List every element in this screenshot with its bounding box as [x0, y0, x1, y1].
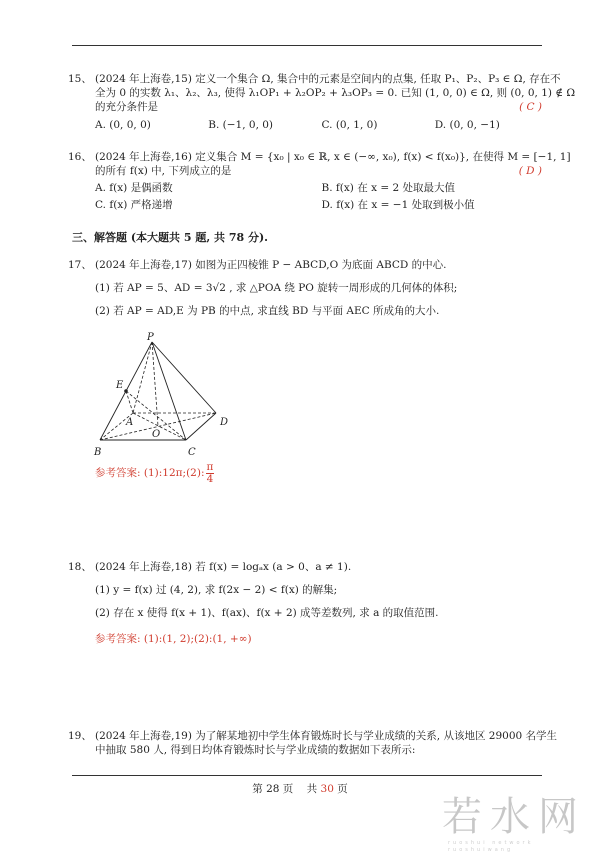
reference-answer-17 [95, 462, 214, 485]
label-d: D [220, 417, 229, 428]
sub-question-1: (1) 若 AP = 5、AD = 3√2 , 求 △POA 绕 PO 旋转一周形成的几何体的体积; [95, 282, 458, 295]
question-text: (2024 年上海卷,17) 如图为正四棱锥 P − ABCD,O 为底面 ABCD 的中心. [95, 259, 447, 271]
question-text: (2024 年上海卷,15) 定义一个集合 Ω, 集合中的元素是空间内的点集, 任取 P₁、P₂、P₃ ∈ Ω, 存在不 [95, 73, 561, 85]
question-18 [68, 560, 548, 646]
top-rule [72, 45, 542, 46]
edge-pa [133, 342, 152, 413]
label-p: P [147, 332, 154, 343]
bottom-rule [72, 775, 542, 776]
page-total: 30 [320, 783, 334, 795]
fraction-denominator: 4 [206, 473, 214, 486]
option-c: C. (0, 1, 0) [321, 118, 378, 131]
question-number: 17、 [68, 259, 92, 271]
watermark-subtext: ruoshui network ruoshuiwang [448, 840, 534, 853]
label-a: A [126, 417, 134, 428]
question-17 [68, 258, 548, 319]
sub-question-1: (1) y = f(x) 过 (4, 2), 求 f(2x − 2) < f(x) 的解集; [95, 584, 338, 597]
point-e-dot [124, 389, 128, 393]
option-d: D. (0, 0, −1) [434, 118, 500, 131]
fraction [206, 462, 215, 485]
question-text: 全为 0 的实数 λ₁、λ₂、λ₃, 使得 λ₁OP₁ + λ₂OP₂ + λ₃OP₃ = 0. 已知 (1, 0, 0) ∈ Ω, 则 (0, 0, 1) ∉ Ω [95, 87, 576, 100]
edge-cd [186, 413, 216, 440]
reference-answer-18: 参考答案: (1):(1, 2);(2):(1, +∞) [95, 632, 252, 645]
fraction-numerator: π [206, 461, 214, 473]
question-19 [68, 729, 558, 757]
options-row [95, 181, 548, 195]
options-row [95, 198, 548, 212]
question-number: 15、 [68, 73, 92, 85]
option-c: C. f(x) 严格递增 [95, 198, 173, 211]
question-16 [68, 150, 571, 212]
edge-pd [152, 342, 216, 413]
label-o: O [152, 429, 161, 440]
options-row [95, 118, 548, 132]
option-a: A. (0, 0, 0) [95, 118, 151, 131]
question-number: 19、 [68, 730, 92, 742]
label-c: C [188, 447, 196, 458]
question-text: 中抽取 580 人, 得到日均体育锻炼时长与学业成绩的数据如下表所示: [95, 744, 416, 757]
page-number: 第 28 页 [252, 783, 294, 795]
sub-question-2: (2) 存在 x 使得 f(x + 1)、f(ax)、f(x + 2) 成等差数列, 求 a 的取值范围. [95, 607, 439, 620]
segment-ea [126, 391, 133, 413]
question-text: 的充分条件是 [95, 101, 158, 114]
watermark-logo: 若水网 [442, 794, 586, 840]
answer-mark: ( C ) [519, 101, 542, 114]
reference-answer-text: 参考答案: (1):12π;(2): [95, 467, 205, 480]
label-b: B [94, 447, 102, 458]
question-text: 的所有 f(x) 中, 下列成立的是 [95, 165, 232, 178]
option-b: B. (−1, 0, 0) [208, 118, 274, 131]
page-total-suffix: 页 [333, 783, 348, 795]
page-total-prefix: 共 [306, 783, 321, 795]
sub-question-2: (2) 若 AP = AD,E 为 PB 的中点, 求直线 BD 与平面 AEC 所成角的大小. [95, 305, 440, 318]
question-text: (2024 年上海卷,19) 为了解某地初中学生体育锻炼时长与学业成绩的关系, 从该地区 29000 名学生 [95, 730, 558, 742]
answer-mark: ( D ) [518, 165, 542, 178]
label-e: E [116, 380, 124, 391]
section-heading: 三、解答题 (本大题共 5 题, 共 78 分). [72, 231, 269, 244]
option-b: B. f(x) 在 x = 2 处取最大值 [321, 182, 455, 195]
option-d: D. f(x) 在 x = −1 处取到极小值 [321, 198, 475, 211]
question-number: 18、 [68, 561, 92, 573]
question-15 [68, 72, 576, 132]
question-text: (2024 年上海卷,16) 定义集合 M = {x₀ | x₀ ∈ ℝ, x ∈ (−∞, x₀), f(x) < f(x₀)}, 在使得 M = [−1, 1] [95, 151, 571, 163]
question-number: 16、 [68, 151, 92, 163]
question-text: (2024 年上海卷,18) 若 f(x) = logₐx (a > 0、a ≠ 1). [95, 561, 352, 573]
option-a: A. f(x) 是偶函数 [95, 182, 173, 195]
pyramid-figure [88, 328, 248, 460]
